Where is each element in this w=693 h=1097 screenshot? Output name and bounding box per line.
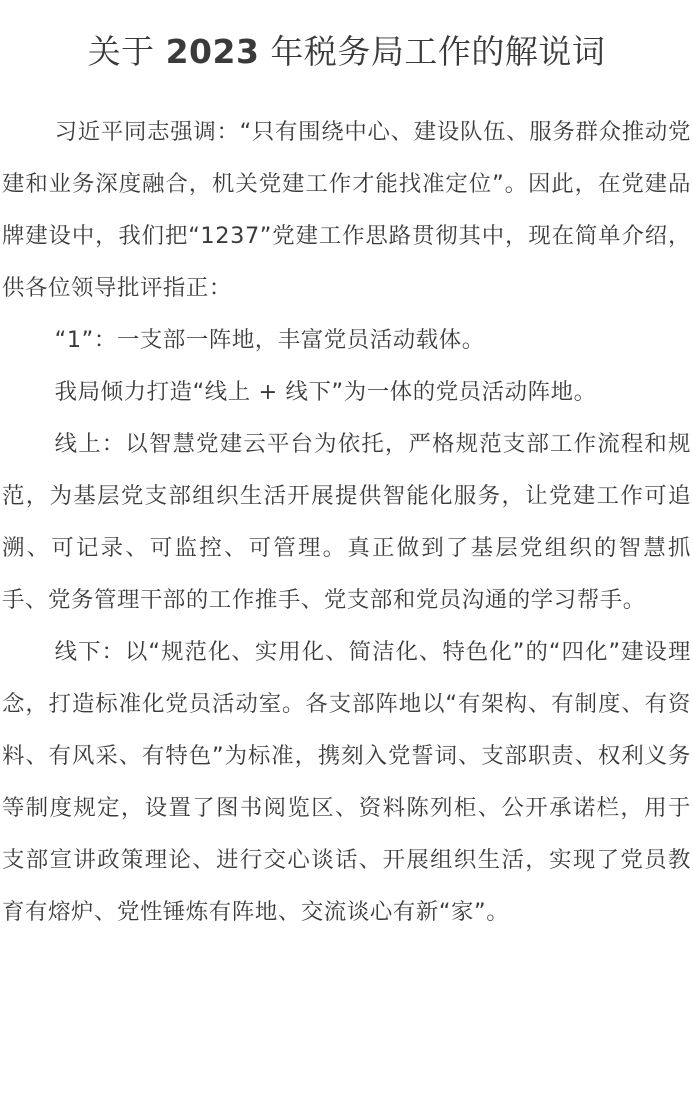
paragraph-section-1-heading: “1”：一支部一阵地，丰富党员活动载体。 xyxy=(54,327,485,353)
title-prefix: 关于 xyxy=(87,32,166,71)
paragraph-online-offline: 我局倾力打造“线上 + 线下”为一体的党员活动阵地。 xyxy=(54,379,597,405)
document-title xyxy=(0,30,693,74)
paragraph-intro: 习近平同志强调：“只有围绕中心、建设队伍、服务群众推动党建和业务深度融合，机关党建工作才能找准定位”。因此，在党建品牌建设中，我们把“1237”党建工作思路贯彻其中，现在简单介绍，供各位领导批评指正： xyxy=(2,119,691,301)
document-body xyxy=(2,106,691,938)
paragraph-online: 线上：以智慧党建云平台为依托，严格规范支部工作流程和规范，为基层党支部组织生活开展提供智能化服务，让党建工作可追溯、可记录、可监控、可管理。真正做到了基层党组织的智慧抓手、党务管理干部的工作推手、党支部和党员沟通的学习帮手。 xyxy=(2,431,691,613)
title-suffix: 年税务局工作的解说词 xyxy=(259,32,606,71)
paragraph-offline: 线下：以“规范化、实用化、简洁化、特色化”的“四化”建设理念，打造标准化党员活动室。各支部阵地以“有架构、有制度、有资料、有风采、有特色”为标准，携刻入党誓词、支部职责、权利义务等制度规定，设置了图书阅览区、资料陈列柜、公开承诺栏，用于支部宣讲政策理论、进行交心谈话、开展组织生活，实现了党员教育有熔炉、党性锤炼有阵地、交流谈心有新“家”。 xyxy=(2,639,691,925)
title-year: 2023 xyxy=(165,32,260,71)
